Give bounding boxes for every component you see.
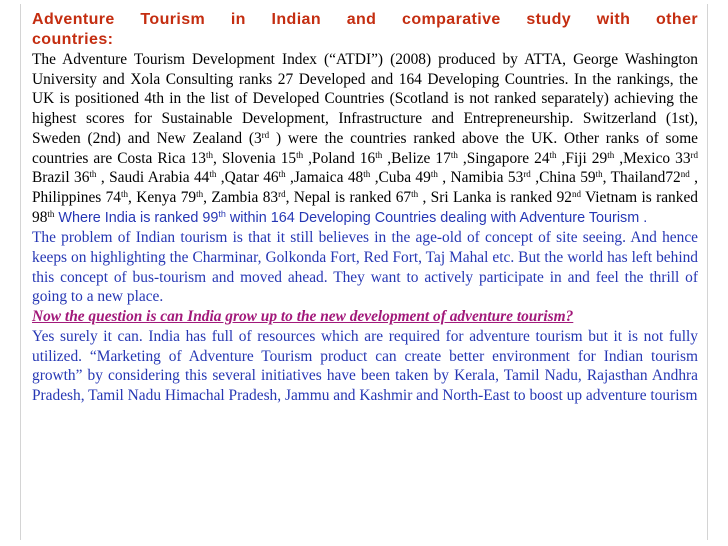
- problem-paragraph: The problem of Indian tourism is that it still believes in the age-old of concept of site seeing. And hence keeps on highlighting the Charminar, Golkonda Fort, Red Fort, Taj Mahal etc. But the world has left behind this concept of bus-tourism and moved ahead. They want to actively participate in and feel the thrill of going to a new place.: [32, 229, 698, 306]
- answer-paragraph: Yes surely it can. India has full of resources which are required for adventure tourism but it is not fully utilized. “Marketing of Adventure Tourism product can create better environment for Indian tourism growth” by considering this several initiatives have been taken by Kerala, Tamil Nadu, Rajasthan Andhra Pradesh, Tamil Nadu Himachal Pradesh, Jammu and Kashmir and North-East to boost up adventure tourism: [32, 327, 698, 404]
- title-line-2: countries:: [32, 31, 114, 48]
- rankings-paragraph: The Adventure Tourism Development Index (“ATDI”) (2008) produced by ATTA, George Washington University and Xola Consulting ranks 27 Developed and 164 Developing Countries. In the rankings, the UK is positioned 4th in the list of Developed Countries (Scotland is not ranked separately) achieving the highest scores for Sustainable Development, Infrastructure and Entrepreneurship. Switzerland (1st), Sweden (2nd) and New Zealand (3rd ) were the countries ranked above the UK. Other ranks of some countries are Costa Rica 13th, Slovenia 15th ,Poland 16th ,Belize 17th ,Singapore 24th ,Fiji 29th ,Mexico 33rd Brazil 36th , Saudi Arabia 44th ,Qatar 46th ,Jamaica 48th ,Cuba 49th , Namibia 53rd ,China 59th, Thailand72nd , Philippines 74th, Kenya 79th, Zambia 83rd, Nepal is ranked 67th , Sri Lanka is ranked 92nd Vietnam is ranked 98th Where India is ranked 99th within 164 Developing Countries dealing with Adventure Tourism .: [32, 51, 699, 226]
- title-line-1: Adventure Tourism in Indian and comparative study with other: [32, 11, 698, 28]
- slide-content: [32, 10, 698, 406]
- india-rank-text: Where India is ranked 99th within 164 Developing Countries dealing with Adventure Tourism .: [54, 208, 648, 226]
- question-heading: Now the question is can India grow up to the new development of adventure tourism?: [32, 308, 574, 326]
